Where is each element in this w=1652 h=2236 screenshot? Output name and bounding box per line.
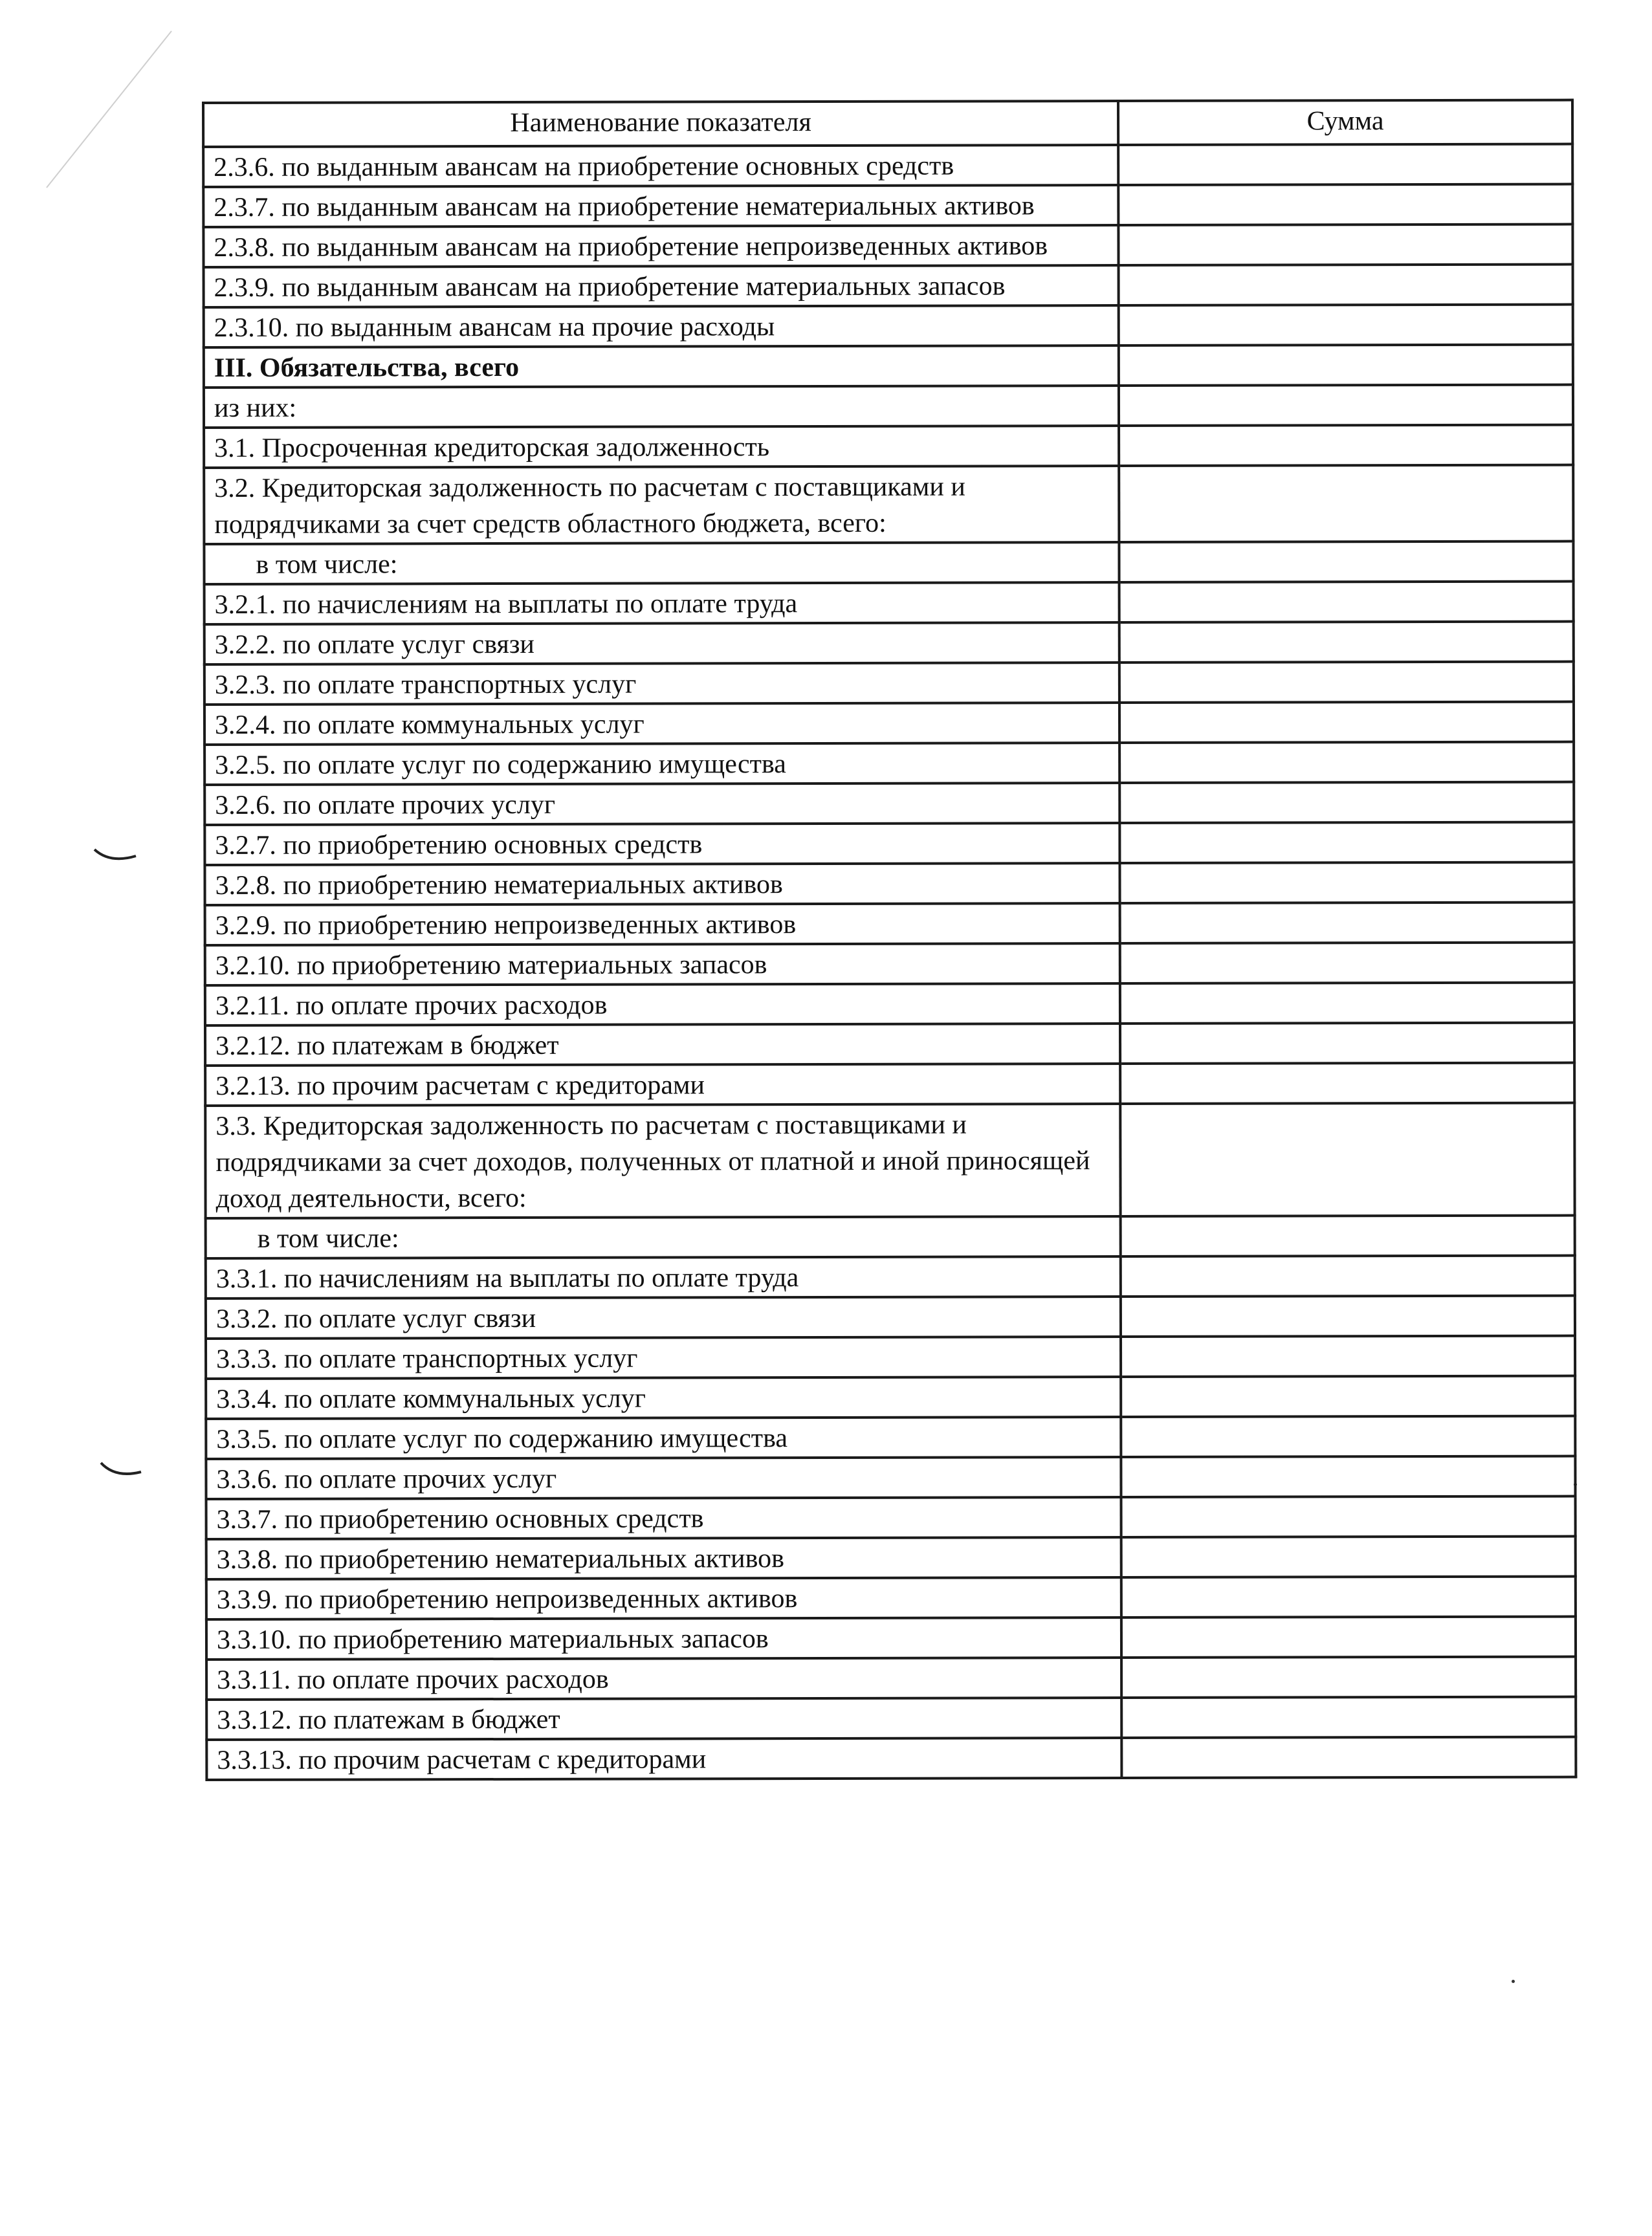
sum-cell (1119, 862, 1574, 903)
table-row (206, 1216, 1575, 1258)
sum-cell (1119, 742, 1574, 783)
indicator-name-cell: в том числе: (204, 542, 1119, 584)
indicator-name-cell: 3.3.12. по платежам в бюджет (206, 1698, 1121, 1740)
sum-cell (1119, 662, 1574, 703)
indicator-name-cell: 3.3.11. по оплате прочих расходов (206, 1658, 1121, 1700)
sum-cell (1119, 345, 1573, 386)
sum-cell (1121, 1216, 1575, 1256)
report-table (202, 99, 1577, 1781)
indicator-name-cell: 3.2.8. по приобретению нематериальных активов (204, 863, 1119, 905)
table-body (203, 144, 1576, 1780)
table-row (206, 1336, 1575, 1379)
indicator-name-cell: 3.1. Просроченная кредиторская задолженность (204, 426, 1119, 468)
indicator-name-cell: 3.3.13. по прочим расчетам с кредиторами (206, 1738, 1121, 1780)
table-row (205, 903, 1574, 945)
sum-cell (1121, 1617, 1576, 1658)
indicator-name-cell: III. Обязательства, всего (204, 345, 1119, 388)
sum-cell (1119, 305, 1573, 345)
table-row (204, 862, 1574, 905)
table-row (204, 622, 1574, 664)
table-row (206, 1416, 1575, 1459)
indicator-name-cell: 3.3.9. по приобретению непроизведенных активов (206, 1577, 1121, 1619)
indicator-name-cell: 3.3.6. по оплате прочих услуг (206, 1457, 1121, 1499)
table-row (203, 184, 1572, 227)
table-row (205, 943, 1574, 985)
indicator-name-cell: 3.3.10. по приобретению материальных запасов (206, 1617, 1121, 1660)
sum-cell (1120, 903, 1574, 943)
indicator-name-cell: 3.2.7. по приобретению основных средств (204, 823, 1119, 865)
sum-cell (1119, 582, 1574, 622)
table-row (205, 1023, 1574, 1066)
table-row (206, 1577, 1576, 1619)
indicator-name-cell: 2.3.7. по выданным авансам на приобретение нематериальных активов (203, 185, 1118, 227)
sum-cell (1119, 702, 1574, 743)
indicator-name-cell: 3.2. Кредиторская задолженность по расчетам с поставщиками и подрядчиками за счет средств областного бюджета, всего: (204, 466, 1119, 544)
sum-cell (1121, 1537, 1576, 1577)
indicator-name-cell: 3.3.4. по оплате коммунальных услуг (206, 1377, 1121, 1419)
indicator-name-cell: 3.2.1. по начислениям на выплаты по оплате труда (204, 582, 1119, 624)
table-row (203, 144, 1572, 187)
indicator-name-cell: 3.2.10. по приобретению материальных запасов (205, 943, 1120, 985)
sum-cell (1121, 1737, 1576, 1778)
indicator-name-cell: 3.2.2. по оплате услуг связи (204, 622, 1119, 664)
indicator-name-cell: 2.3.10. по выданным авансам на прочие расходы (204, 305, 1119, 347)
indicator-name-cell: 2.3.9. по выданным авансам на приобретение материальных запасов (204, 265, 1119, 307)
indicator-name-cell: из них: (204, 386, 1119, 428)
table-row (204, 822, 1574, 865)
binder-hole-mark-upper (91, 844, 142, 870)
table-header-row (203, 100, 1572, 147)
table-row (206, 1376, 1575, 1419)
indicator-name-cell: 3.2.11. по оплате прочих расходов (205, 983, 1120, 1025)
scan-streak-mark (39, 26, 181, 194)
table-row (204, 305, 1573, 347)
indicator-name-cell: 2.3.8. по выданным авансам на приобретение непроизведенных активов (203, 225, 1118, 267)
table-row (204, 385, 1573, 428)
table-row (203, 225, 1572, 267)
sum-cell (1121, 1336, 1575, 1377)
table-row (206, 1296, 1575, 1339)
sum-cell (1119, 265, 1573, 305)
sum-cell (1120, 943, 1574, 983)
indicator-name-cell: в том числе: (206, 1216, 1121, 1258)
sum-cell (1118, 144, 1572, 185)
table-row (206, 1256, 1575, 1299)
table-row (204, 582, 1574, 624)
table-row (206, 1697, 1576, 1740)
sum-cell (1121, 1256, 1575, 1297)
sum-cell (1121, 1296, 1575, 1337)
sum-cell (1118, 225, 1572, 265)
table-row (204, 345, 1573, 388)
binder-hole-mark-lower (97, 1459, 149, 1485)
table-row (205, 983, 1574, 1025)
sum-cell (1121, 1456, 1575, 1497)
sum-cell (1121, 1577, 1576, 1617)
table-row (204, 425, 1573, 468)
indicator-name-cell: 3.2.3. по оплате транспортных услуг (204, 663, 1119, 705)
sum-cell (1120, 1103, 1574, 1216)
sum-cell (1119, 385, 1573, 426)
table-row (204, 265, 1573, 307)
indicator-name-cell: 3.3.2. по оплате услуг связи (206, 1297, 1121, 1339)
table-row (204, 702, 1574, 745)
sum-cell (1119, 542, 1573, 582)
table-row (206, 1737, 1576, 1780)
sum-cell (1121, 1376, 1575, 1417)
sum-cell (1120, 1063, 1574, 1104)
table-row (206, 1657, 1576, 1700)
sum-cell (1119, 782, 1574, 823)
sum-cell (1118, 184, 1572, 225)
indicator-name-cell: 3.3.5. по оплате услуг по содержанию имущества (206, 1417, 1121, 1459)
table-row (206, 1617, 1576, 1660)
table-row (206, 1537, 1576, 1579)
table-row (204, 742, 1574, 785)
sum-cell (1121, 1657, 1576, 1698)
sum-cell (1120, 983, 1574, 1024)
sum-cell (1119, 425, 1573, 466)
indicator-name-cell: 3.3. Кредиторская задолженность по расчетам с поставщиками и подрядчиками за счет доходов, полученных от платной и иной приносящей доход деятельности, всего: (205, 1104, 1120, 1218)
table-row (205, 1063, 1574, 1106)
column-header-sum: Сумма (1118, 100, 1572, 145)
indicator-name-cell: 3.2.4. по оплате коммунальных услуг (204, 703, 1119, 745)
scan-speck (1512, 1980, 1515, 1983)
indicator-name-cell: 3.3.8. по приобретению нематериальных активов (206, 1537, 1121, 1579)
table-row (205, 1103, 1574, 1218)
column-header-name: Наименование показателя (203, 101, 1118, 147)
indicator-name-cell: 3.2.13. по прочим расчетам с кредиторами (205, 1064, 1120, 1106)
sum-cell (1121, 1496, 1576, 1537)
indicator-name-cell: 3.2.6. по оплате прочих услуг (204, 783, 1119, 825)
indicator-name-cell: 3.3.1. по начислениям на выплаты по оплате труда (206, 1256, 1121, 1299)
sum-cell (1119, 622, 1574, 663)
indicator-name-cell: 3.3.3. по оплате транспортных услуг (206, 1337, 1121, 1379)
table-row (204, 662, 1574, 705)
table-row (206, 1456, 1575, 1499)
table-row (204, 465, 1573, 544)
table-row (204, 782, 1574, 825)
indicator-name-cell: 2.3.6. по выданным авансам на приобретение основных средств (203, 145, 1118, 187)
indicator-name-cell: 3.2.12. по платежам в бюджет (205, 1024, 1120, 1066)
indicator-name-cell: 3.2.9. по приобретению непроизведенных активов (205, 903, 1120, 945)
sum-cell (1121, 1416, 1575, 1457)
table-row (204, 542, 1573, 584)
sum-cell (1120, 1023, 1574, 1064)
indicator-name-cell: 3.3.7. по приобретению основных средств (206, 1497, 1121, 1539)
indicator-name-cell: 3.2.5. по оплате услуг по содержанию имущества (204, 743, 1119, 785)
table-row (206, 1496, 1576, 1539)
sum-cell (1119, 465, 1573, 542)
sum-cell (1121, 1697, 1576, 1738)
sum-cell (1119, 822, 1574, 863)
